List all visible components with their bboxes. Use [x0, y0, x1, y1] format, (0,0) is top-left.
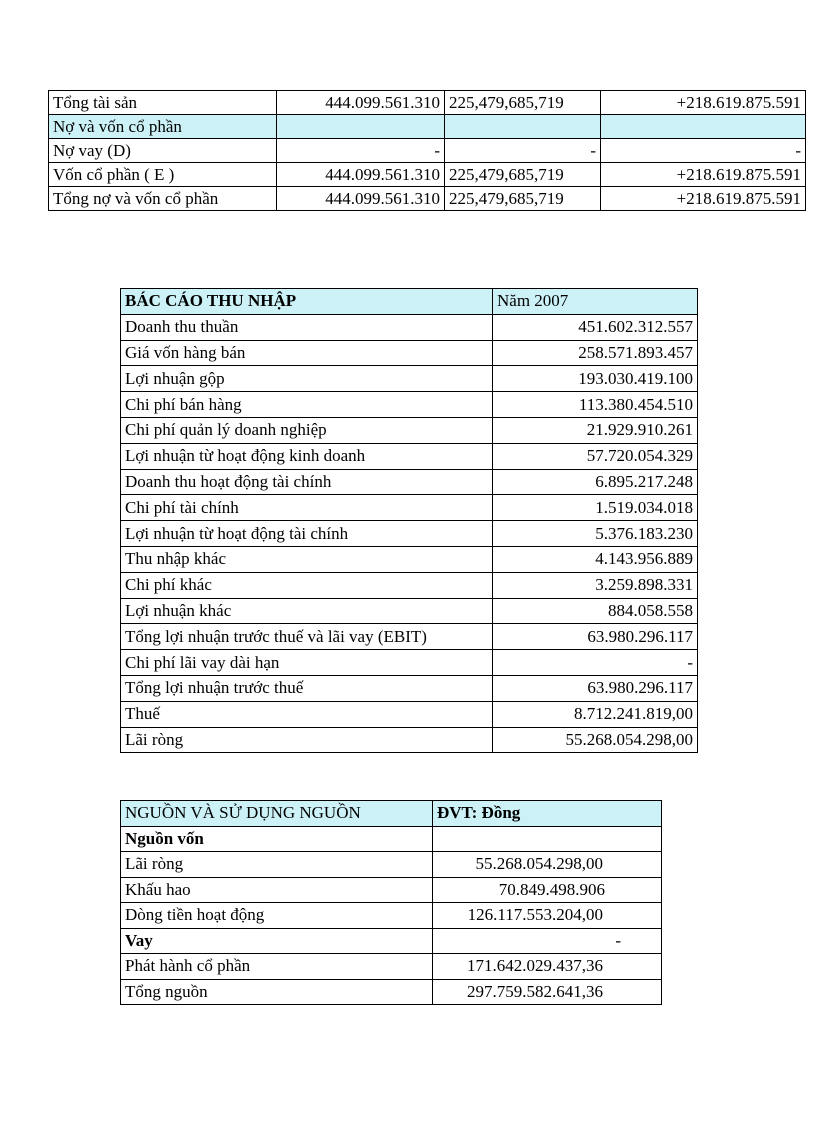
- row-label: Doanh thu thuần: [121, 314, 493, 340]
- table-title: BÁC CÁO THU NHẬP: [121, 289, 493, 315]
- value-cell: [601, 115, 806, 139]
- table-row: [121, 495, 698, 521]
- value-cell: 113.380.454.510: [493, 392, 698, 418]
- value-cell: +218.619.875.591: [601, 163, 806, 187]
- row-label: Tổng nguồn: [121, 979, 433, 1005]
- table-row: [121, 443, 698, 469]
- table-row: [121, 727, 698, 753]
- balance-table: [48, 90, 806, 211]
- value-cell: 63.980.296.117: [493, 675, 698, 701]
- value-cell: 4.143.956.889: [493, 546, 698, 572]
- value-cell: 225,479,685,719: [445, 91, 601, 115]
- row-label: Khấu hao: [121, 877, 433, 903]
- value-cell: 3.259.898.331: [493, 572, 698, 598]
- table-row: [121, 852, 662, 878]
- value-cell: [445, 115, 601, 139]
- value-cell: 225,479,685,719: [445, 187, 601, 211]
- value-cell: 451.602.312.557: [493, 314, 698, 340]
- row-label: Doanh thu hoạt động tài chính: [121, 469, 493, 495]
- income-statement-table: [120, 288, 698, 753]
- value-cell: 258.571.893.457: [493, 340, 698, 366]
- value-cell: 193.030.419.100: [493, 366, 698, 392]
- value-cell: 126.117.553.204,00: [433, 903, 662, 929]
- table-title: NGUỒN VÀ SỬ DỤNG NGUỒN: [121, 801, 433, 827]
- value-cell: +218.619.875.591: [601, 91, 806, 115]
- row-label: Tổng lợi nhuận trước thuế: [121, 675, 493, 701]
- value-cell: 70.849.498.906: [433, 877, 662, 903]
- year-header: Năm 2007: [493, 289, 698, 315]
- value-cell: [277, 115, 445, 139]
- value-cell: +218.619.875.591: [601, 187, 806, 211]
- row-label: Chi phí bán hàng: [121, 392, 493, 418]
- sources-table: [120, 800, 662, 1005]
- table-row: [121, 903, 662, 929]
- table-row: [121, 928, 662, 954]
- table-row: [121, 826, 662, 852]
- value-cell: 444.099.561.310: [277, 163, 445, 187]
- row-label: Lợi nhuận từ hoạt động tài chính: [121, 521, 493, 547]
- value-cell: 225,479,685,719: [445, 163, 601, 187]
- row-label: Thuế: [121, 701, 493, 727]
- table-row: [49, 115, 806, 139]
- table-row: [49, 163, 806, 187]
- value-cell: 884.058.558: [493, 598, 698, 624]
- row-label: Lãi ròng: [121, 727, 493, 753]
- table-row: [121, 340, 698, 366]
- row-label: Vốn cổ phần ( E ): [49, 163, 277, 187]
- row-label: Tổng tài sản: [49, 91, 277, 115]
- value-cell: 55.268.054.298,00: [493, 727, 698, 753]
- table-row: [121, 417, 698, 443]
- table-row: [121, 701, 698, 727]
- row-label: Chi phí khác: [121, 572, 493, 598]
- row-label: Chi phí quản lý doanh nghiệp: [121, 417, 493, 443]
- row-label: Tổng lợi nhuận trước thuế và lãi vay (EBIT): [121, 624, 493, 650]
- table-header-row: [121, 801, 662, 827]
- row-label: Vay: [121, 928, 433, 954]
- value-cell: 55.268.054.298,00: [433, 852, 662, 878]
- table-row: [121, 979, 662, 1005]
- table-row: [121, 572, 698, 598]
- table-row: [121, 650, 698, 676]
- value-cell: 63.980.296.117: [493, 624, 698, 650]
- table-row: [49, 139, 806, 163]
- value-cell: 8.712.241.819,00: [493, 701, 698, 727]
- unit-header: ĐVT: Đồng: [433, 801, 662, 827]
- table-row: [121, 675, 698, 701]
- value-cell: 171.642.029.437,36: [433, 954, 662, 980]
- row-label: Dòng tiền hoạt động: [121, 903, 433, 929]
- value-cell: 444.099.561.310: [277, 91, 445, 115]
- table-row: [121, 877, 662, 903]
- table-row: [121, 314, 698, 340]
- section-label: Nguồn vốn: [121, 826, 433, 852]
- value-cell: 297.759.582.641,36: [433, 979, 662, 1005]
- value-cell: 444.099.561.310: [277, 187, 445, 211]
- table-row: [49, 187, 806, 211]
- table-header-row: [121, 289, 698, 315]
- row-label: Nợ vay (D): [49, 139, 277, 163]
- table-row: [121, 366, 698, 392]
- value-cell: [433, 826, 662, 852]
- table-row: [121, 954, 662, 980]
- table-row: [121, 521, 698, 547]
- table-row: [121, 469, 698, 495]
- table-row: [121, 546, 698, 572]
- row-label: Tổng nợ và vốn cổ phần: [49, 187, 277, 211]
- value-cell: -: [601, 139, 806, 163]
- row-label: Phát hành cổ phần: [121, 954, 433, 980]
- row-label: Lợi nhuận từ hoạt động kinh doanh: [121, 443, 493, 469]
- row-label: Thu nhập khác: [121, 546, 493, 572]
- row-label: Lãi ròng: [121, 852, 433, 878]
- value-cell: 1.519.034.018: [493, 495, 698, 521]
- table-row: [49, 91, 806, 115]
- row-label: Giá vốn hàng bán: [121, 340, 493, 366]
- table-row: [121, 624, 698, 650]
- value-cell: -: [277, 139, 445, 163]
- value-cell: -: [493, 650, 698, 676]
- row-label: Lợi nhuận gộp: [121, 366, 493, 392]
- value-cell: 6.895.217.248: [493, 469, 698, 495]
- value-cell: -: [433, 928, 662, 954]
- table-row: [121, 392, 698, 418]
- table-row: [121, 598, 698, 624]
- value-cell: 57.720.054.329: [493, 443, 698, 469]
- row-label: Lợi nhuận khác: [121, 598, 493, 624]
- row-label: Chi phí lãi vay dài hạn: [121, 650, 493, 676]
- section-label: Nợ và vốn cổ phần: [49, 115, 277, 139]
- value-cell: -: [445, 139, 601, 163]
- value-cell: 21.929.910.261: [493, 417, 698, 443]
- value-cell: 5.376.183.230: [493, 521, 698, 547]
- row-label: Chi phí tài chính: [121, 495, 493, 521]
